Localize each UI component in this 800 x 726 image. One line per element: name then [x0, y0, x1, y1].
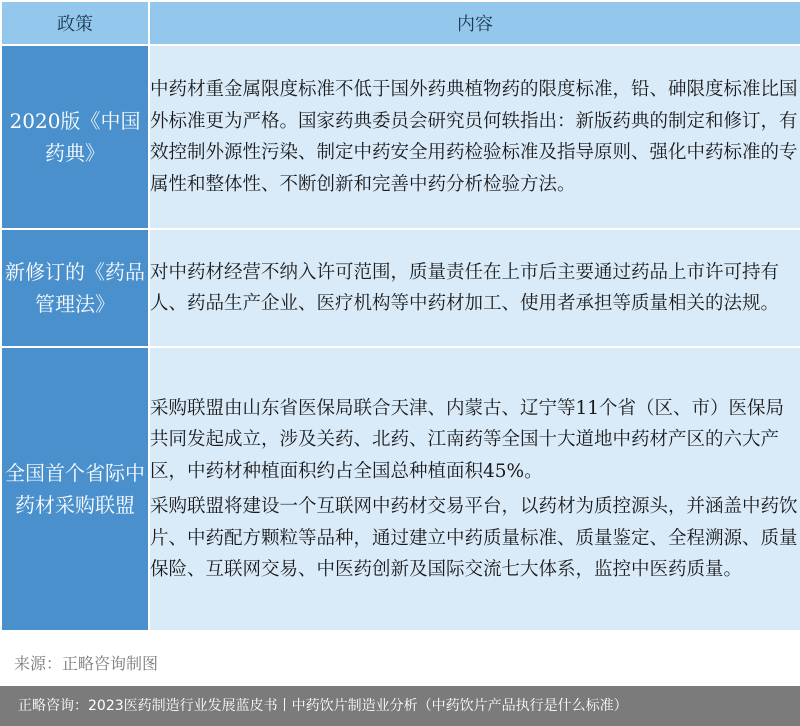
content-cell [149, 347, 800, 631]
content-paragraph: 采购联盟由山东省医保局联合天津、内蒙古、辽宁等11个省（区、市）医保局共同发起成立，涉及关药、北药、江南药等全国十大道地中药材产区的六大产区，中药材种植面积约占全国总种植面积45%。 [150, 397, 785, 482]
policy-cell: 2020版《中国药典》 [1, 45, 149, 229]
content-cell [149, 45, 800, 229]
source-note: 来源：正略咨询制图 [14, 654, 159, 673]
table-header-row [1, 1, 800, 45]
footer-caption: 正略咨询：2023医药制造行业发展蓝皮书丨中药饮片制造业分析（中药饮片产品执行是什么标准） [0, 686, 800, 726]
table-row [1, 347, 800, 631]
table-row [1, 45, 800, 229]
policy-cell: 新修订的《药品管理法》 [1, 229, 149, 347]
header-content: 内容 [149, 1, 800, 45]
policy-cell: 全国首个省际中药材采购联盟 [1, 347, 149, 631]
content-paragraph: 采购联盟将建设一个互联网中药材交易平台，以药材为质控源头，并涵盖中药饮片、中药配方颗粒等品种，通过建立中药质量标准、质量鉴定、全程溯源、质量保险、互联网交易、中医药创新及国际交流七大体系，监控中医药质量。 [150, 496, 798, 580]
content-cell [149, 229, 800, 347]
table-row [1, 229, 800, 347]
header-policy: 政策 [1, 1, 149, 45]
content-paragraph: 对中药材经营不纳入许可范围，质量责任在上市后主要通过药品上市许可持有人、药品生产企业、医疗机构等中药材加工、使用者承担等质量相关的法规。 [150, 261, 780, 314]
content-paragraph: 中药材重金属限度标准不低于国外药典植物药的限度标准，铅、砷限度标准比国外标准更为严格。国家药典委员会研究员何轶指出：新版药典的制定和修订，有效控制外源性污染、制定中药安全用药检验标准及指导原则、强化中药标准的专属性和整体性、不断创新和完善中药分析检验方法。 [150, 79, 798, 195]
